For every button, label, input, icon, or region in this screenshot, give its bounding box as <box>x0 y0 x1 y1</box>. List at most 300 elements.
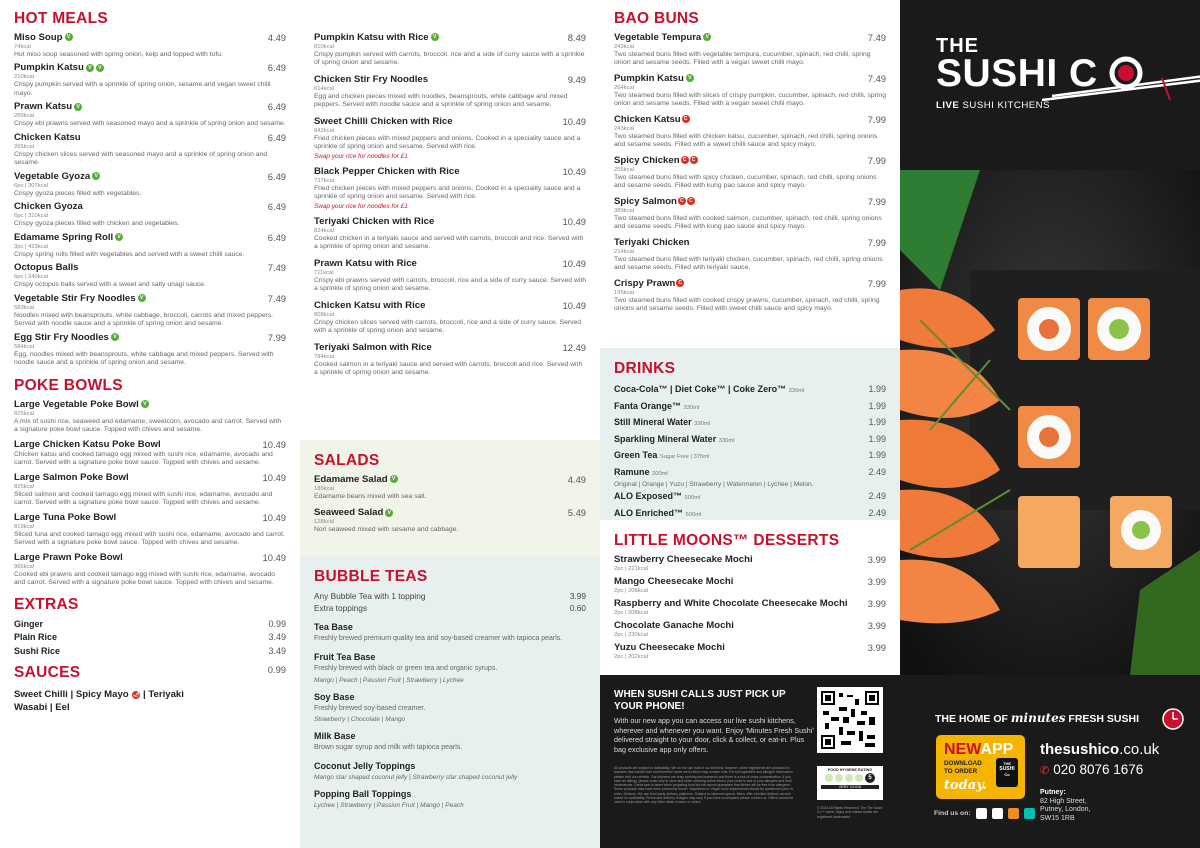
phone-number[interactable] <box>1040 762 1143 777</box>
item-description: Crispy gyoza pieces filled with chicken and vegetables. <box>14 220 180 228</box>
desserts-section <box>600 520 900 675</box>
menu-item <box>614 598 886 616</box>
sauces-line-1-text: Sweet Chilli | Spicy Mayo <box>14 689 129 701</box>
item-price: 10.49 <box>562 215 586 227</box>
bubble-tea-desc: Freshly brewed with black or green tea and organic syrups. <box>314 664 498 672</box>
drink-price: 1.99 <box>868 384 886 394</box>
item-kcal: 255kcal <box>614 166 634 173</box>
drink-size: 200ml <box>652 470 668 477</box>
menu-item <box>614 73 886 109</box>
item-kcal: 583kcal <box>14 304 34 311</box>
chilli-icon: C <box>678 197 686 205</box>
find-us <box>934 810 971 817</box>
desserts-list <box>614 554 886 660</box>
item-name <box>14 32 73 43</box>
drink-name: Still Mineral Water <box>614 417 692 427</box>
menu-column-3 <box>600 0 900 675</box>
menu-item <box>614 155 886 191</box>
poke-bowls-list <box>14 399 286 588</box>
rating-dot <box>835 774 843 782</box>
bubble-tea-name: Soy Base <box>314 691 355 702</box>
item-name-text: Miso Soup <box>14 32 63 43</box>
item-price: 7.99 <box>867 236 886 248</box>
item-name-text: Strawberry Cheesecake Mochi <box>614 554 753 565</box>
item-name-text: Vegetable Tempura <box>614 32 702 43</box>
item-name-text: Black Pepper Chicken with Rice <box>314 165 460 177</box>
item-name <box>314 258 417 269</box>
copyright-text: © 2023 All Rights Reserved. The The Sushi Co™ name, logos and related marks are registered trademarks. <box>817 806 883 819</box>
menu-item <box>14 399 286 435</box>
app-logo-the: THE <box>1003 761 1011 766</box>
to-order-label: TO ORDER <box>944 767 978 775</box>
extra-name: Plain Rice <box>14 632 58 643</box>
item-description: Crispy pumpkin served with a sprinkle of spring onion, sesame and vegan sweet chilli mayo. <box>14 81 271 97</box>
item-kcal: 2pc | 208kcal <box>614 588 649 594</box>
menu-item <box>14 62 286 98</box>
vegan-icon: V <box>65 33 73 41</box>
vegan-icon: V <box>141 400 149 408</box>
chilli-icon: C <box>681 156 689 164</box>
item-description: Hot miso soup seasoned with spring onion, kelp and topped with tofu. <box>14 51 223 58</box>
item-kcal: 74kcal <box>14 44 31 50</box>
drink-item <box>614 415 886 432</box>
item-description: Crispy ebi prawns served with seasoned mayo and a sprinkle of spring onion and sesame. <box>14 120 286 128</box>
bubble-tea-name: Tea Base <box>314 622 353 632</box>
poke-bowls-section <box>14 377 286 588</box>
item-name-text: Chicken Katsu <box>614 113 681 125</box>
item-price: 7.99 <box>867 113 886 125</box>
menu-item <box>14 472 286 508</box>
vegan-icon: V <box>385 509 393 517</box>
item-price: 7.49 <box>867 32 886 43</box>
drink-item <box>614 432 886 449</box>
item-kcal: 6pc | 310kcal <box>14 213 49 220</box>
item-name <box>14 552 123 563</box>
item-description: Cooked salmon in a teriyaki sauce and served with carrots, broccoli and rice. Served with a sprinkle of spring onion and sesame. <box>314 360 583 377</box>
drink-name: ALO Exposed™ <box>614 491 683 501</box>
logo-the: THE <box>936 35 979 57</box>
mains-list <box>314 32 586 378</box>
bubble-tea-name: Coconut Jelly Toppings <box>314 761 416 771</box>
website-domain: .co.uk <box>1119 741 1160 758</box>
item-description: Crispy chicken slices served with carrots, broccoli, rice and a side of curry sauce. Served with a sprinkle of spring onion and sesame. <box>314 318 582 335</box>
app-promo-text: With our new app you can access our live sushi kitchens, wherever and whenever you want. Enjoy 'Minutes Fresh Sushi' delivered straight to your door, click & collect, or eat-in. Plus bag exclusive app only offers. <box>614 716 814 754</box>
item-price: 7.99 <box>867 195 886 207</box>
qr-code-icon[interactable] <box>817 687 883 753</box>
item-kcal: 824kcal <box>314 227 334 234</box>
section-title: DRINKS <box>614 360 676 377</box>
item-note: Swap your rice for noodles for £1 <box>314 202 408 210</box>
food-hygiene-rating <box>817 766 883 800</box>
rating-value: 5 <box>865 773 875 783</box>
item-name <box>314 474 398 485</box>
item-name-text: Large Chicken Katsu Poke Bowl <box>14 438 161 450</box>
menu-item <box>614 237 886 273</box>
item-name-text: Raspberry and White Chocolate Cheesecake Mochi <box>614 598 848 609</box>
extra-item <box>14 618 286 632</box>
item-name <box>14 293 146 304</box>
hot-meals-section <box>14 10 286 368</box>
item-name <box>14 101 82 112</box>
item-kcal: 2pc | 230kcal <box>614 632 649 638</box>
drink-size: 330ml <box>788 388 805 394</box>
item-name <box>314 507 393 518</box>
bubble-tea-variants: Lychee | Strawberry | Passion Fruit | Mango | Peach <box>314 802 464 809</box>
item-description: Crispy ebi prawns served with carrots, broccoli, rice and a side of curry sauce. Served with a sprinkle of spring onion and sesame. <box>314 276 586 293</box>
item-name <box>14 201 83 212</box>
item-name-text: Yuzu Cheesecake Mochi <box>614 642 725 653</box>
drink-name: Green Tea <box>614 450 658 460</box>
item-price: 10.49 <box>262 438 286 450</box>
item-price: 7.49 <box>867 72 886 84</box>
item-kcal: 2pc | 221kcal <box>614 566 649 572</box>
section-title: BUBBLE TEAS <box>314 568 428 585</box>
menu-item <box>14 32 286 59</box>
item-price: 10.49 <box>262 511 286 523</box>
item-kcal: 842kcal <box>314 127 334 134</box>
menu-item <box>614 620 886 638</box>
menu-item <box>314 258 586 294</box>
item-price: 10.49 <box>562 257 586 269</box>
section-title: LITTLE MOONS™ DESSERTS <box>614 532 840 549</box>
section-title: BAO BUNS <box>614 10 700 27</box>
app-label: APP <box>980 741 1014 758</box>
item-name-text: Mango Cheesecake Mochi <box>614 576 734 587</box>
item-name-text: Teriyaki Chicken with Rice <box>314 215 435 227</box>
item-price: 6.49 <box>267 170 286 182</box>
item-kcal: 825kcal <box>14 483 34 490</box>
drink-price: 2.49 <box>868 507 886 518</box>
item-kcal: 243kcal <box>614 44 634 50</box>
home-tagline <box>935 711 1139 725</box>
item-name-text: Egg Stir Fry Noodles <box>14 331 109 343</box>
find-us-label: Find us on: <box>934 810 971 817</box>
bubble-price-label: Any Bubble Tea with 1 topping <box>314 591 426 601</box>
item-kcal: 784kcal <box>314 353 334 360</box>
drinks-section <box>600 348 900 520</box>
item-name <box>14 439 161 450</box>
item-price: 3.99 <box>867 576 886 587</box>
tagline-post: FRESH SUSHI <box>1068 713 1139 725</box>
item-price: 3.99 <box>867 554 886 565</box>
bubble-tea-item <box>314 692 586 724</box>
mains-section <box>300 0 600 440</box>
item-kcal: 264kcal <box>614 84 634 91</box>
sauces-line-2: Wasabi | Eel <box>14 702 70 714</box>
item-name-text: Spicy Salmon <box>614 195 677 207</box>
item-description: Nori seaweed mixed with sesame and cabbage. <box>314 526 459 534</box>
item-price: 3.99 <box>867 620 886 631</box>
chilli-icon: C <box>676 279 684 287</box>
item-price: 9.49 <box>567 73 586 85</box>
chilli-icon: C <box>690 156 698 164</box>
item-price: 6.49 <box>267 231 286 243</box>
address-line-3: SW15 1RB <box>1040 814 1075 822</box>
item-name-text: Teriyaki Salmon with Rice <box>314 341 432 353</box>
address-line-2: Putney, London, <box>1040 806 1091 814</box>
bubble-teas-section <box>300 556 600 848</box>
phone-text: 020 8076 1676 <box>1053 762 1144 777</box>
item-name-text: Chicken Katsu <box>14 131 81 143</box>
sushi-co-logo <box>936 36 1143 111</box>
item-name <box>614 196 695 207</box>
item-name-text: Large Salmon Poke Bowl <box>14 471 129 483</box>
item-name-text: Prawn Katsu with Rice <box>314 257 417 269</box>
menu-item <box>314 300 586 336</box>
item-name <box>314 216 434 227</box>
item-name <box>614 642 725 653</box>
item-kcal: 185kcal <box>314 486 334 492</box>
item-kcal: 2pc | 208kcal <box>614 610 649 616</box>
rating-dot <box>845 774 853 782</box>
menu-item <box>614 278 886 314</box>
drink-name: Coca-Cola™ | Diet Coke™ | Coke Zero™ <box>614 384 787 394</box>
item-name <box>314 74 428 85</box>
download-label: DOWNLOAD <box>944 760 982 767</box>
extra-item <box>14 645 286 659</box>
item-price: 12.49 <box>562 341 586 353</box>
website-main: thesushico <box>1040 741 1120 758</box>
hot-meals-list <box>14 32 286 368</box>
rating-dot <box>855 774 863 782</box>
item-description: Crispy gyoza pieces filled with vegetables. <box>14 189 142 197</box>
item-kcal: 825kcal <box>14 410 34 417</box>
item-description: Two steamed buns filled with teriyaki chicken, cucumber, spinach, red chilli, spring onions and sesame seeds. Filled with teriyaki sauce. <box>614 255 883 272</box>
menu-item <box>314 474 586 501</box>
section-title: SAUCES <box>14 664 81 682</box>
item-price: 6.49 <box>267 101 286 113</box>
item-price: 6.49 <box>267 131 286 143</box>
drink-size: Sugar Free | 375ml <box>659 454 710 460</box>
bubble-tea-item <box>314 731 586 753</box>
bubble-tea-list <box>314 622 586 809</box>
item-name <box>614 620 734 631</box>
item-description: Chicken katsu and cooked tamago egg mixed with sushi rice, edamame, avocado and carrot. Served with a signature poke bowl sauce. Topped with chives and sesame. <box>14 450 273 467</box>
menu-item <box>614 576 886 594</box>
item-description: Egg and chicken pieces mixed with noodles, beansprouts, white cabbage and mixed peppers. Served with noodle sauce and a sprinkle of spring onion and sesame. <box>314 92 568 109</box>
item-price: 3.99 <box>867 642 886 653</box>
item-description: Fried chicken pieces with mixed peppers and onions. Cooked in a speciality sauce and a sprinkle of spring onion and sesame. Served with rice. <box>314 184 581 201</box>
bao-buns-section <box>600 0 900 348</box>
item-price: 6.49 <box>267 201 286 213</box>
sauces-line-1-end: | Teriyaki <box>143 689 184 701</box>
item-kcal: 819kcal <box>14 523 34 530</box>
vegan-icon: V <box>92 172 100 180</box>
item-kcal: 389kcal <box>614 207 634 214</box>
bubble-tea-item <box>314 789 586 809</box>
menu-item <box>314 116 586 160</box>
item-name-text: Sweet Chilli Chicken with Rice <box>314 115 453 127</box>
item-price: 10.49 <box>562 165 586 177</box>
drink-item <box>614 489 886 506</box>
bubble-tea-item <box>314 652 586 684</box>
menu-item <box>14 293 286 329</box>
bubble-tea-item <box>314 761 586 781</box>
menu-item <box>314 216 586 252</box>
item-name-text: Chicken Stir Fry Noodles <box>314 73 429 85</box>
menu-item <box>614 196 886 232</box>
item-name-text: Edamame Salad <box>314 474 388 485</box>
item-kcal: 614kcal <box>314 85 334 92</box>
item-price: 10.49 <box>262 471 286 483</box>
app-logo-sushi: SUSHI <box>999 766 1015 772</box>
item-description: Cooked ebi prawns and cooked tamago egg mixed with sushi rice, edamame, avocado and carrot. Served with a signature poke bowl sauce. Topped with chives and sesame. <box>14 570 276 587</box>
menu-column-1 <box>0 0 300 848</box>
salads-section <box>300 440 600 556</box>
website-link[interactable] <box>1040 741 1159 758</box>
item-name <box>14 171 100 182</box>
bubble-tea-item <box>314 622 586 644</box>
item-price: 7.49 <box>267 292 286 304</box>
item-price: 3.99 <box>867 598 886 609</box>
menu-item <box>14 439 286 468</box>
item-name <box>14 232 123 243</box>
item-name-text: Pumpkin Katsu <box>14 62 84 74</box>
menu-item <box>14 201 286 228</box>
drink-price: 1.99 <box>868 417 886 427</box>
menu-item <box>14 512 286 548</box>
vegan-icon: V <box>703 33 711 41</box>
bubble-tea-desc: Freshly brewed soy-based creamer. <box>314 704 426 712</box>
logo-kitchens: SUSHI KITCHENS <box>962 100 1050 111</box>
new-app-sub <box>944 760 982 775</box>
bubble-tea-desc: Freshly brewed premium quality tea and soy-based creamer with tapioca pearls. <box>314 635 563 642</box>
item-description: Cooked chicken in a teriyaki sauce and served with carrots, broccoli and rice. Served with a sprinkle of spring onion and sesame. <box>314 234 584 251</box>
menu-item <box>314 32 586 68</box>
item-name-text: Large Tuna Poke Bowl <box>14 511 117 523</box>
hygiene-sub: VERY GOOD <box>821 785 879 789</box>
item-name-text: Octopus Balls <box>14 262 79 274</box>
item-name <box>614 598 848 609</box>
apple-store-icon[interactable] <box>976 808 987 819</box>
vegan-icon: V <box>686 74 694 82</box>
item-name-text: Seaweed Salad <box>314 507 384 519</box>
footer-band <box>600 675 1200 848</box>
item-name <box>314 32 439 43</box>
rating-dot <box>825 774 833 782</box>
item-kcal: 6pc | 240kcal <box>14 274 49 281</box>
new-app-badge[interactable] <box>936 735 1025 799</box>
item-name <box>314 116 453 127</box>
section-title: POKE BOWLS <box>14 376 123 394</box>
drink-name: Sparkling Mineral Water <box>614 433 717 444</box>
google-play-icon[interactable] <box>992 808 1003 819</box>
drink-item <box>614 448 886 465</box>
bubble-price-label: Extra toppings <box>314 603 368 613</box>
section-title: HOT MEALS <box>14 10 108 27</box>
item-kcal: 128kcal <box>314 519 334 526</box>
menu-item <box>14 232 286 259</box>
item-name-text: Edamame Spring Roll <box>14 231 114 243</box>
menu-item <box>314 342 586 378</box>
item-price: 10.49 <box>562 299 586 311</box>
item-name <box>14 399 149 410</box>
extras-list <box>14 618 286 659</box>
item-name-text: Teriyaki Chicken <box>614 236 690 248</box>
bubble-tea-desc: Brown sugar syrup and milk with tapioca pearls. <box>314 744 463 752</box>
item-name-text: Pumpkin Katsu <box>614 72 684 84</box>
menu-item <box>314 507 586 534</box>
item-kcal: 210kcal <box>14 74 34 81</box>
item-name <box>314 342 432 353</box>
deliveroo-icon[interactable] <box>1024 808 1035 819</box>
vegan-icon: V <box>111 333 119 341</box>
menu-item <box>614 554 886 572</box>
drinks-list-2 <box>614 489 886 522</box>
item-note: Swap your rice for noodles for £1 <box>314 152 408 160</box>
item-kcal: 214kcal <box>614 248 634 255</box>
vegan-icon: V <box>86 64 94 72</box>
bubble-tea-variants: Strawberry | Chocolate | Mango <box>314 716 406 724</box>
item-description: Crispy octopus balls served with a sweet and salty unagi sauce. <box>14 281 206 289</box>
phone-icon: ✆ <box>1040 765 1050 777</box>
chilli-icon: C <box>682 115 690 123</box>
tagline-pre: THE HOME OF <box>935 713 1008 725</box>
item-description: Sliced salmon and cooked tamago egg mixed with sushi rice, edamame, avocado and carrot. Served with a signature poke bowl sauce. Topped with chives and sesame. <box>14 490 273 507</box>
app-logo-co: Co <box>1004 772 1010 777</box>
bao-buns-list <box>614 32 886 314</box>
drink-size: 500ml <box>685 511 702 518</box>
bubble-price-row <box>314 602 586 614</box>
item-name <box>314 166 460 177</box>
item-name <box>614 73 694 84</box>
item-name-text: Pumpkin Katsu with Rice <box>314 32 429 43</box>
vegan-icon: V <box>138 294 146 302</box>
drink-name: Fanta Orange™ <box>614 400 682 411</box>
item-price: 6.49 <box>267 62 286 74</box>
extra-name: Sushi Rice <box>14 645 61 656</box>
item-description: Two steamed buns filled with chicken katsu, cucumber, spinach, red chilli, spring onions and sesame seeds. Filled with a sweet chilli sauce and spicy mayo. <box>614 132 878 149</box>
menu-item <box>14 262 286 289</box>
drink-size: 330ml <box>683 404 700 411</box>
menu-item <box>614 114 886 150</box>
menu-item <box>614 642 886 660</box>
bubble-tea-name: Fruit Tea Base <box>314 651 376 662</box>
extra-price: 0.99 <box>268 618 286 629</box>
item-description: Egg, noodles mixed with beansprouts, white cabbage and mixed peppers. Served with noodle sauce and a sprinkle of spring onion and sesame. <box>14 350 274 367</box>
drink-name: Ramune <box>614 466 650 477</box>
item-name <box>614 155 698 166</box>
item-name <box>314 300 425 311</box>
allergy-notice: All products are subject to availability. We do not use nuts in our kitchens; however, some ingredients are produced in factories that handle nuts and therefore some menu items may contain nuts. For full ingredient and allergen information please visit our website. Our kitchens are busy working environments and there is a risk of cross-contamination. If you have an allergy, please order only in store and when ordering online inform your order to ask of your allergies and food intolerances. Great care is taken when preparing food but we cannot guarantee that dishes will be free from allergens. Some products may have been previously frozen. Vegetarian or Vegan food requirements should be questioned prior to order. Delivery: We use third-party delivery platforms. Subject to minimum spend. Menu offer a limited delivery service based on availability. Prices and delivery charges may vary. If you have a complaint please contact us. Offers cannot be used in conjunction with any other deals in-store or online. <box>614 766 794 805</box>
new-label: NEW <box>944 741 981 758</box>
drink-size: 500ml <box>684 495 701 501</box>
drink-item <box>614 465 886 482</box>
item-description: Two steamed buns filled with cooked crispy prawns, cucumber, spinach, red chilli, spring onions and sesame seeds. Filled with sweet chilli sauce and spicy mayo. <box>614 296 880 313</box>
item-name <box>14 132 81 143</box>
extra-price: 3.49 <box>268 632 286 643</box>
item-description: Edamame beans mixed with sea salt. <box>314 493 427 500</box>
app-promo-title: WHEN SUSHI CALLS JUST PICK UP YOUR PHONE! <box>614 689 786 712</box>
item-name-text: Large Prawn Poke Bowl <box>14 551 123 563</box>
item-kcal: 3pc | 423kcal <box>14 243 49 250</box>
hygiene-label: FOOD HYGIENE RATING <box>827 768 873 772</box>
item-name-text: Spicy Chicken <box>614 154 680 166</box>
item-kcal: 584kcal <box>14 343 34 350</box>
menu-item <box>14 552 286 588</box>
ubereats-icon[interactable] <box>1008 808 1019 819</box>
drink-price: 2.49 <box>868 466 886 477</box>
item-name-text: Vegetable Gyoza <box>14 170 91 182</box>
item-kcal: 243kcal <box>614 125 634 132</box>
item-kcal: 195kcal <box>614 289 634 296</box>
item-price: 7.49 <box>267 262 286 274</box>
vegan-icon: V <box>390 475 398 483</box>
chilli-icon: 🌶 <box>133 691 140 698</box>
item-description: Noodles mixed with beansprouts, white cabbage, broccoli, carrots and mixed peppers. Served with noodle sauce and a sprinkle of spring onion and sesame. <box>14 311 274 328</box>
salads-list <box>314 474 586 535</box>
item-kcal: 289kcal <box>14 113 34 120</box>
